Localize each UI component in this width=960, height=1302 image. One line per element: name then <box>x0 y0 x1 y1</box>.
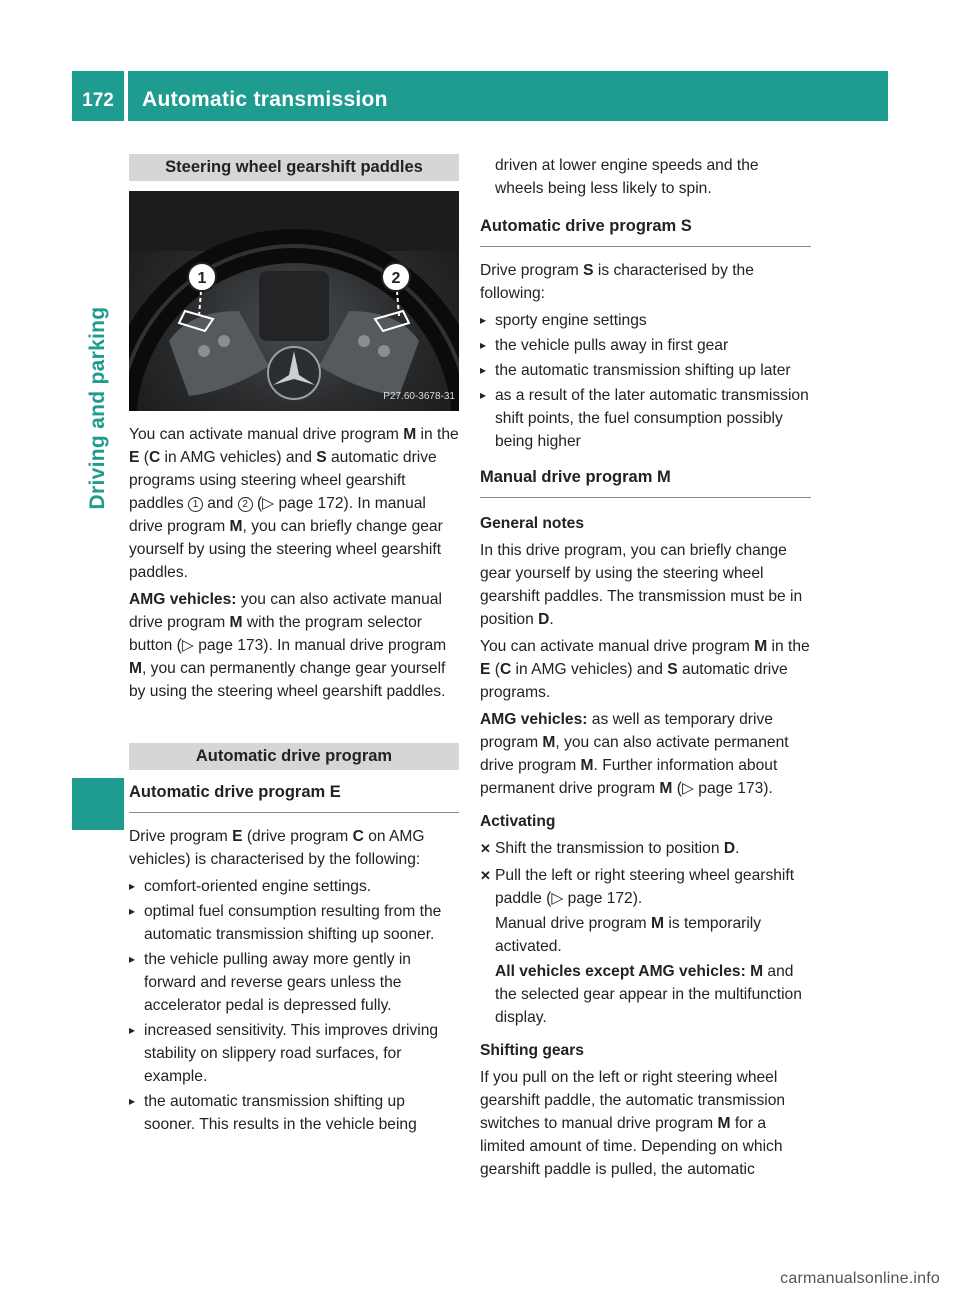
section-title: Steering wheel gearshift paddles <box>129 154 459 181</box>
callout-ref-2: 2 <box>238 497 253 512</box>
action-marker-icon: ✕ <box>480 868 491 883</box>
page-number: 172 <box>72 71 124 121</box>
paragraph: Drive program E (drive program C on AMG vehicles) is characterised by the following: <box>129 828 425 868</box>
minor-heading: Shifting gears <box>480 1042 584 1059</box>
paragraph: You can activate manual drive program M in the E (C in AMG vehicles) and S automatic drive programs using steering wheel gearshift paddles 1 and 2 (▷ page 172). In manual drive program M, you can briefly change gear yourself by using the steering wheel gearshift paddles. <box>129 426 459 581</box>
callout-ref-1: 1 <box>188 497 203 512</box>
steering-wheel-illustration <box>129 191 459 411</box>
sidebar-section-tab <box>72 296 124 521</box>
right-column <box>480 154 811 1185</box>
action-note: All vehicles except AMG vehicles: M and the selected gear appear in the multifunction display. <box>495 963 802 1026</box>
action-marker-icon: ✕ <box>480 841 491 856</box>
bullet-list <box>480 309 811 453</box>
list-item: ▸ the automatic transmission shifting up sooner. This results in the vehicle being <box>129 1090 459 1136</box>
sidebar <box>72 126 124 1226</box>
minor-heading: General notes <box>480 515 584 532</box>
list-item: ▸ optimal fuel consumption resulting from the automatic transmission shifting up sooner. <box>129 900 459 946</box>
action-item: ✕ Pull the left or right steering wheel gearshift paddle (▷ page 172). Manual drive program M is temporarily activated. All vehicles except AMG vehicles: M and the selected gear appear in the multifunction display. <box>480 864 811 1029</box>
list-item: ▸ the vehicle pulls away in first gear <box>480 334 811 357</box>
action-list <box>480 837 811 1029</box>
left-column <box>129 154 459 1140</box>
list-item: ▸ the automatic transmission shifting up later <box>480 359 811 382</box>
list-item: ▸ as a result of the later automatic transmission shift points, the fuel consumption possibly being higher <box>480 384 811 453</box>
paragraph: AMG vehicles: as well as temporary drive program M, you can also activate permanent drive program M. Further information about permanent drive program M (▷ page 173). <box>480 711 789 797</box>
figure-code: P27.60-3678-31 <box>383 391 455 402</box>
callout-2-label: 2 <box>391 270 401 287</box>
action-result: Manual drive program M is temporarily activated. <box>495 915 762 955</box>
paragraph: If you pull on the left or right steering wheel gearshift paddle, the automatic transmission switches to manual drive program M for a limited amount of time. Depending on which gearshift paddle is pulled, the automatic <box>480 1069 786 1178</box>
subsection-heading: Automatic drive program S <box>480 214 811 247</box>
action-item: ✕ Shift the transmission to position D. <box>480 837 811 860</box>
sidebar-label: Driving and parking <box>86 306 109 510</box>
sidebar-marker <box>72 778 124 830</box>
page-header <box>72 71 888 121</box>
bullet-list <box>129 875 459 1136</box>
paragraph: You can activate manual drive program M in the E (C in AMG vehicles) and S automatic drive programs. <box>480 638 810 701</box>
callout-1-label: 1 <box>197 270 207 287</box>
paragraph: Drive program S is characterised by the following: <box>480 262 754 302</box>
list-item: ▸ comfort-oriented engine settings. <box>129 875 459 898</box>
subsection-heading: Manual drive program M <box>480 465 811 498</box>
section-title: Automatic drive program <box>129 743 459 770</box>
watermark: carmanualsonline.info <box>780 1270 940 1287</box>
list-item: ▸ increased sensitivity. This improves driving stability on slippery road surfaces, for example. <box>129 1019 459 1088</box>
continued-text: driven at lower engine speeds and the wheels being less likely to spin. <box>495 157 759 197</box>
list-item: ▸ the vehicle pulling away more gently in forward and reverse gears unless the accelerator pedal is depressed fully. <box>129 948 459 1017</box>
steering-wheel-photo <box>129 191 459 411</box>
subsection-heading: Automatic drive program E <box>129 780 459 813</box>
paragraph: In this drive program, you can briefly change gear yourself by using the steering wheel gearshift paddles. The transmission must be in position D. <box>480 542 803 628</box>
minor-heading: Activating <box>480 813 556 830</box>
chapter-title: Automatic transmission <box>128 71 888 121</box>
paragraph: AMG vehicles: you can also activate manual drive program M with the program selector button (▷ page 173). In manual drive program M, you can permanently change gear yourself by using the steering wheel gearshift paddles. <box>129 591 447 700</box>
list-item: ▸ sporty engine settings <box>480 309 811 332</box>
